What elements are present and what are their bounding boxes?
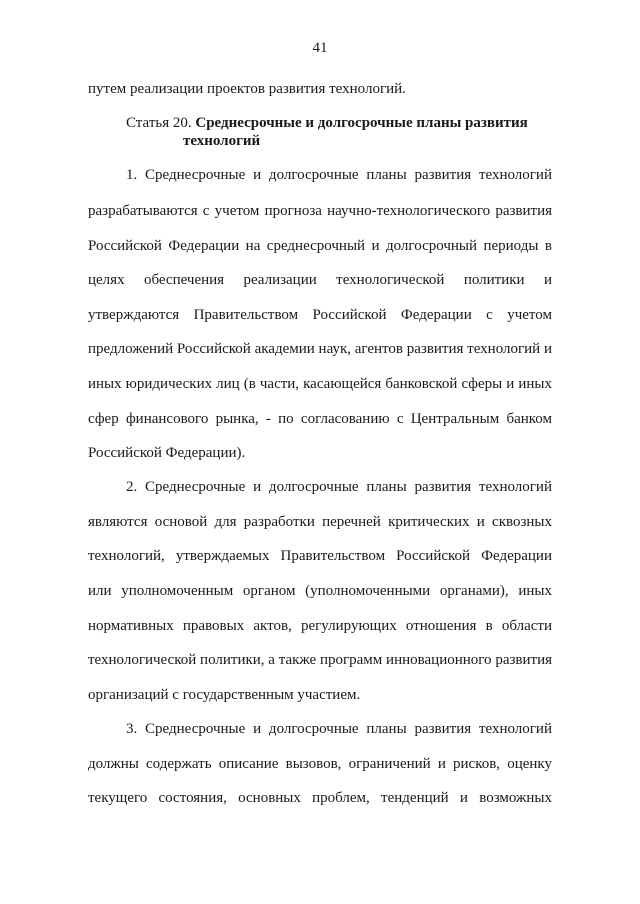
paragraph-1-line-3: Российской Федерации на среднесрочный и долгосрочный периоды в — [88, 238, 552, 254]
paragraph-1-line-8: сфер финансового рынка, - по согласованию с Центральным банком — [88, 411, 552, 427]
article-title-line2: технологий — [183, 133, 261, 149]
paragraph-1-line-9: Российской Федерации). — [88, 445, 246, 461]
paragraph-1-line-2: разрабатываются с учетом прогноза научно-технологического развития — [88, 203, 552, 219]
paragraph-1-line-1: 1. Среднесрочные и долгосрочные планы развития технологий — [126, 167, 552, 183]
paragraph-3-line-3: текущего состояния, основных проблем, тенденций и возможных — [88, 790, 552, 806]
paragraph-1-line-4: целях обеспечения реализации технологической политики и — [88, 272, 552, 288]
paragraph-3-line-1: 3. Среднесрочные и долгосрочные планы развития технологий — [126, 721, 552, 737]
intro-line: путем реализации проектов развития технологий. — [88, 81, 406, 97]
paragraph-2-line-7: организаций с государственным участием. — [88, 687, 361, 703]
paragraph-2-line-2: являются основой для разработки перечней критических и сквозных — [88, 514, 552, 530]
paragraph-1-line-6: предложений Российской академии наук, агентов развития технологий и — [88, 341, 552, 357]
paragraph-2-line-4: или уполномоченным органом (уполномоченными органами), иных — [88, 583, 552, 599]
paragraph-2-line-1: 2. Среднесрочные и долгосрочные планы развития технологий — [126, 479, 552, 495]
paragraph-2-line-3: технологий, утверждаемых Правительством Российской Федерации — [88, 548, 552, 564]
article-title-line1: Среднесрочные и долгосрочные планы развития — [195, 115, 528, 131]
paragraph-3-line-2: должны содержать описание вызовов, ограничений и рисков, оценку — [88, 756, 552, 772]
page-number: 41 — [312, 40, 328, 56]
paragraph-2-line-5: нормативных правовых актов, регулирующих отношения в области — [88, 618, 552, 634]
article-label: Статья 20. — [126, 115, 192, 131]
paragraph-1-line-7: иных юридических лиц (в части, касающейся банковской сферы и иных — [88, 376, 552, 392]
paragraph-2-line-6: технологической политики, а также программ инновационного развития — [88, 652, 552, 668]
paragraph-1-line-5: утверждаются Правительством Российской Федерации с учетом — [88, 307, 552, 323]
article-heading — [126, 114, 556, 150]
